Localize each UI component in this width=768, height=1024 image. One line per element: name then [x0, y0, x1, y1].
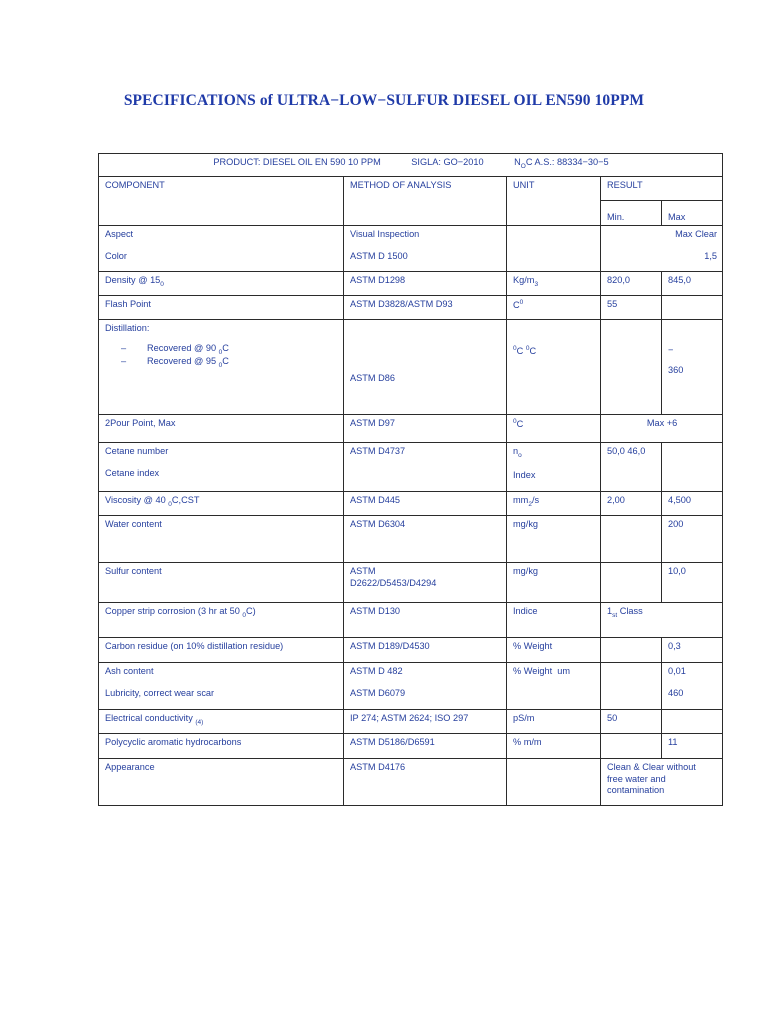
- aspect-component: Aspect Color: [99, 226, 344, 272]
- sulfur-method: ASTM D2622/D5453/D4294: [344, 563, 507, 603]
- aspect-result: Max Clear 1,5: [601, 226, 723, 272]
- header-min: Min.: [601, 201, 662, 226]
- cetane-method: ASTM D4737: [344, 443, 507, 492]
- appearance-method: ASTM D4176: [344, 759, 507, 806]
- flash-max: [662, 296, 723, 320]
- pah-method: ASTM D5186/D6591: [344, 734, 507, 759]
- ash-max: 0,01 460: [662, 663, 723, 710]
- page-title: SPECIFICATIONS of ULTRA−LOW−SULFUR DIESEL OIL EN590 10PPM: [123, 92, 645, 109]
- row-viscosity: [99, 492, 723, 516]
- water-min: [601, 516, 662, 563]
- appearance-unit: [507, 759, 601, 806]
- viscosity-min: 2,00: [601, 492, 662, 516]
- row-sulfur: [99, 563, 723, 603]
- row-cetane: [99, 443, 723, 492]
- ash-min: [601, 663, 662, 710]
- flash-unit: $C^0$: [507, 296, 601, 320]
- sulfur-component: Sulfur content: [99, 563, 344, 603]
- pour-unit: $^0$C: [507, 415, 601, 443]
- aspect-method: Visual Inspection ASTM D 1500: [344, 226, 507, 272]
- header-method: METHOD OF ANALYSIS: [344, 177, 507, 226]
- row-pour-point: [99, 415, 723, 443]
- pah-unit: % m/m: [507, 734, 601, 759]
- product-info-cell: [99, 154, 723, 177]
- row-flash-point: [99, 296, 723, 320]
- distillation-unit: $^0$C $^0$C: [507, 320, 601, 415]
- row-density: [99, 272, 723, 296]
- appearance-component: Appearance: [99, 759, 344, 806]
- pour-component: 2Pour Point, Max: [99, 415, 344, 443]
- copper-unit: Indice: [507, 603, 601, 638]
- density-unit: $Kg/m_3$: [507, 272, 601, 296]
- row-electrical: [99, 710, 723, 734]
- cetane-min: 50,0 46,0: [601, 443, 662, 492]
- distillation-max: − 360: [662, 320, 723, 415]
- flash-method: ASTM D3828/ASTM D93: [344, 296, 507, 320]
- flash-component: Flash Point: [99, 296, 344, 320]
- carbon-min: [601, 638, 662, 663]
- viscosity-max: 4,500: [662, 492, 723, 516]
- ash-method: ASTM D 482 ASTM D6079: [344, 663, 507, 710]
- row-copper: [99, 603, 723, 638]
- density-method: ASTM D1298: [344, 272, 507, 296]
- row-carbon: [99, 638, 723, 663]
- flash-min: 55: [601, 296, 662, 320]
- appearance-result: Clean & Clear without free water and contamination: [601, 759, 723, 806]
- water-unit: mg/kg: [507, 516, 601, 563]
- electrical-unit: pS/m: [507, 710, 601, 734]
- copper-result: $1_{st}$ Class: [601, 603, 723, 638]
- carbon-unit: % Weight: [507, 638, 601, 663]
- aspect-unit: [507, 226, 601, 272]
- carbon-max: 0,3: [662, 638, 723, 663]
- copper-method: ASTM D130: [344, 603, 507, 638]
- density-max: 845,0: [662, 272, 723, 296]
- electrical-method: IP 274; ASTM 2624; ISO 297: [344, 710, 507, 734]
- copper-component: Copper strip corrosion (3 hr at 50 $_0$C): [99, 603, 344, 638]
- pour-method: ASTM D97: [344, 415, 507, 443]
- density-component: Density @ $15_0$: [99, 272, 344, 296]
- row-appearance: [99, 759, 723, 806]
- ash-component: Ash content Lubricity, correct wear scar: [99, 663, 344, 710]
- pah-component: Polycyclic aromatic hydrocarbons: [99, 734, 344, 759]
- cetane-component: Cetane number Cetane index: [99, 443, 344, 492]
- carbon-method: ASTM D189/D4530: [344, 638, 507, 663]
- header-unit: UNIT: [507, 177, 601, 226]
- row-water: [99, 516, 723, 563]
- header-max: Max: [662, 201, 723, 226]
- distillation-component: Distillation: – Recovered @ 90 $_0$C – Recovered @ 95 $_0$C: [99, 320, 344, 415]
- product-sigla: SIGLA: GO−2010: [411, 157, 484, 167]
- electrical-component: Electrical conductivity $_{(4)}$: [99, 710, 344, 734]
- ash-unit: % Weight um: [507, 663, 601, 710]
- sulfur-unit: mg/kg: [507, 563, 601, 603]
- sulfur-max: 10,0: [662, 563, 723, 603]
- density-min: 820,0: [601, 272, 662, 296]
- pah-max: 11: [662, 734, 723, 759]
- distillation-item-95: – Recovered @ 95 $_0$C: [105, 356, 338, 370]
- water-max: 200: [662, 516, 723, 563]
- product-row: [99, 154, 723, 177]
- row-distillation: [99, 320, 723, 415]
- header-result: RESULT: [601, 177, 723, 201]
- viscosity-unit: $mm_2/s$: [507, 492, 601, 516]
- distillation-item-90: – Recovered @ 90 $_0$C: [105, 343, 338, 357]
- row-ash: [99, 663, 723, 710]
- carbon-component: Carbon residue (on 10% distillation residue): [99, 638, 344, 663]
- electrical-max: [662, 710, 723, 734]
- product-name: PRODUCT: DIESEL OIL EN 590 10 PPM: [213, 157, 381, 167]
- product-cas: $N_OC$ A.S.: 88334−30−5: [514, 157, 609, 170]
- water-method: ASTM D6304: [344, 516, 507, 563]
- viscosity-component: Viscosity @ 40 $_0$C,CST: [99, 492, 344, 516]
- cetane-max: [662, 443, 723, 492]
- viscosity-method: ASTM D445: [344, 492, 507, 516]
- row-pah: [99, 734, 723, 759]
- distillation-min: [601, 320, 662, 415]
- row-aspect: [99, 226, 723, 272]
- pour-result: Max +6: [601, 415, 723, 443]
- specifications-table: [98, 153, 723, 806]
- electrical-min: 50: [601, 710, 662, 734]
- header-component: COMPONENT: [99, 177, 344, 226]
- water-component: Water content: [99, 516, 344, 563]
- distillation-method: ASTM D86: [344, 320, 507, 415]
- sulfur-min: [601, 563, 662, 603]
- pah-min: [601, 734, 662, 759]
- cetane-unit: $n_o$ Index: [507, 443, 601, 492]
- header-row: [99, 177, 723, 201]
